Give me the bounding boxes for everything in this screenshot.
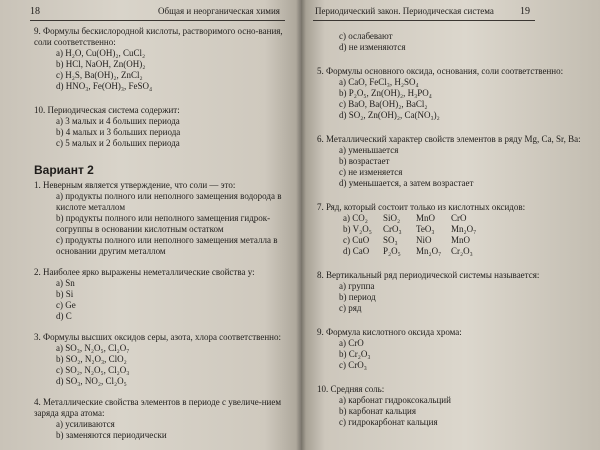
oxide-cell: Cr₂O₃ — [451, 246, 473, 256]
question-text: 1. Неверным является утверждение, что соли — это: — [34, 180, 236, 190]
option: b) продукты полного или неполного замещения гидрок-согруппы в основании кислотным остатком — [56, 213, 271, 234]
option: c) H₂S, Ba(OH)₂, ZnCl₂ — [56, 70, 143, 80]
option: d) HNO₃, Fe(OH)₃, FeSO₄ — [56, 81, 153, 91]
option: b) SO₂, N₂O₃, ClO₂ — [56, 354, 127, 364]
option: a) продукты полного или неполного замещения водорода в кислоте металлом — [56, 191, 282, 212]
page-number-left: 18 — [30, 6, 40, 17]
option: a) уменьшается — [339, 145, 399, 155]
option: b) Cr₂O₃ — [339, 349, 371, 359]
option: d) SO₂, Zn(OH)₂, Ca(NO₃)₂ — [339, 110, 440, 120]
option: b) 4 малых и 3 больших периода — [56, 127, 181, 137]
variant2-question-3 — [34, 332, 296, 387]
question-9-left — [34, 26, 296, 92]
question-5 — [317, 66, 592, 121]
option: a) карбонат гидроксокальций — [339, 395, 451, 405]
oxide-row — [317, 246, 592, 257]
option: c) ряд — [339, 303, 362, 313]
option: b) HCl, NaOH, Zn(OH)₂ — [56, 59, 146, 69]
question-text: 4. Металлические свойства элементов в периоде с увеличе-нием заряда ядра атома: — [34, 397, 282, 418]
oxide-cell: d) CaO — [343, 246, 370, 256]
option: b) Si — [56, 289, 74, 299]
oxide-row — [317, 213, 592, 224]
option: c) CrO₃ — [339, 360, 367, 370]
option: b) период — [339, 292, 376, 302]
option: c) гидрокарбонат кальция — [339, 417, 438, 427]
option: c) ослабевают — [339, 31, 393, 41]
option: d) SO₃, NO₂, Cl₂O₅ — [56, 376, 127, 386]
left-content — [34, 26, 296, 445]
oxide-cell: Mn₂O₇ — [451, 224, 477, 234]
option: c) не изменяется — [339, 167, 403, 177]
option: b) карбонат кальция — [339, 406, 416, 416]
question-10-right — [317, 384, 592, 428]
oxide-cell: CrO — [451, 213, 467, 223]
oxide-cell: Mn₂O₇ — [416, 246, 442, 256]
oxide-cell: SiO₂ — [383, 213, 401, 223]
oxide-cell: a) CO₂ — [343, 213, 368, 223]
oxide-cell: TeO₃ — [416, 224, 435, 234]
header-rule-right — [313, 20, 535, 21]
option: a) SO₃, N₂O₅, Cl₂O₇ — [56, 343, 130, 353]
oxide-cell: NiO — [416, 235, 432, 245]
option: b) заменяются периодически — [56, 430, 167, 440]
right-content — [317, 31, 592, 432]
oxide-cell: CrO₃ — [383, 224, 402, 234]
question-8 — [317, 270, 592, 314]
option: a) H₂O, Cu(OH)₂, CuCl₂ — [56, 48, 146, 58]
option: a) Sn — [56, 278, 75, 288]
option: c) SO₂, N₂O₅, Cl₂O₃ — [56, 365, 130, 375]
question-text: 3. Формулы высших оксидов серы, азота, хлора соответственно: — [34, 332, 281, 342]
option: d) C — [56, 311, 72, 321]
oxide-cell: SO₃ — [383, 235, 398, 245]
question-9-right — [317, 327, 592, 371]
option: a) усиливаются — [56, 419, 115, 429]
oxide-row — [317, 224, 592, 235]
option: b) возрастает — [339, 156, 390, 166]
running-title-right: Периодический закон. Периодическая система — [315, 6, 494, 16]
question-text: 5. Формулы основного оксида, основания, соли соответственно: — [317, 66, 564, 76]
question-4-continuation — [317, 31, 592, 53]
option: c) BaO, Ba(OH)₂, BaCl₂ — [339, 99, 428, 109]
option: a) 3 малых и 4 больших периода — [56, 116, 180, 126]
oxide-cell: b) V₂O₅ — [343, 224, 372, 234]
question-text: 10. Средняя соль: — [317, 384, 385, 394]
question-6 — [317, 134, 592, 189]
oxide-cell: P₂O₅ — [383, 246, 401, 256]
running-title-left: Общая и неорганическая химия — [158, 6, 280, 16]
option: d) уменьшается, а затем возрастает — [339, 178, 474, 188]
question-7 — [317, 202, 592, 257]
page-number-right: 19 — [520, 6, 530, 17]
book-gutter — [296, 0, 306, 450]
option: c) 5 малых и 2 больших периода — [56, 138, 180, 148]
option: b) P₂O₅, Zn(OH)₂, H₃PO₄ — [339, 88, 432, 98]
oxide-cell: MnO — [451, 235, 471, 245]
option: a) CrO — [339, 338, 364, 348]
question-text: 2. Наиболее ярко выражены неметаллические свойства у: — [34, 267, 255, 277]
variant2-question-2 — [34, 267, 296, 322]
question-text: 7. Ряд, который состоит только из кислотных оксидов: — [317, 202, 526, 212]
oxide-cell: c) CuO — [343, 235, 370, 245]
question-text: 9. Формулы бескислородной кислоты, растворимого осно-вания, соли соответственно: — [34, 26, 283, 47]
oxide-row — [317, 235, 592, 246]
question-text: 8. Вертикальный ряд периодической системы называется: — [317, 270, 540, 280]
header-rule-left — [30, 20, 285, 21]
variant-heading: Вариант 2 — [34, 163, 94, 177]
option: a) группа — [339, 281, 375, 291]
option: c) Ge — [56, 300, 76, 310]
option: a) CaO, FeCl₃, H₂SO₄ — [339, 77, 419, 87]
right-page — [301, 0, 600, 450]
question-text: 6. Металлический характер свойств элементов в ряду Mg, Ca, Sr, Ba: — [317, 134, 581, 144]
option: c) продукты полного или неполного замещения металла в основании другим металлом — [56, 235, 278, 256]
question-text: 10. Периодическая система содержит: — [34, 105, 180, 115]
question-10-left — [34, 105, 296, 149]
variant2-question-4 — [34, 397, 296, 441]
variant2-question-1 — [34, 180, 296, 257]
question-text: 9. Формула кислотного оксида хрома: — [317, 327, 462, 337]
option: d) не изменяются — [339, 42, 406, 52]
oxide-cell: MnO — [416, 213, 436, 223]
